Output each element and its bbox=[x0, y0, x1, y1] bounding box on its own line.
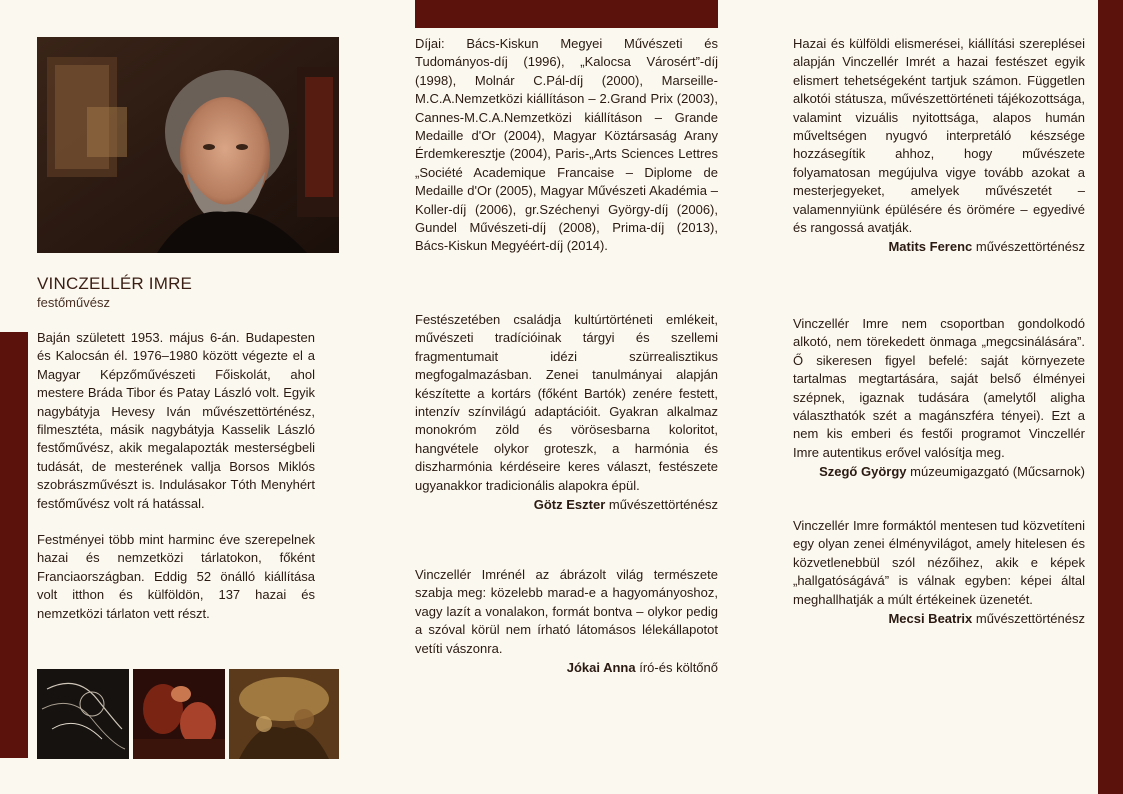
quote-author: Götz Eszter bbox=[533, 497, 606, 513]
quote-block bbox=[793, 315, 1085, 482]
quote-signature bbox=[793, 610, 1085, 628]
quote-text: Hazai és külföldi elismerései, kiállítási szereplései alapján Vinczellér Imrét a hazai festészet egyik elismert tehetségeként tartjuk számon. Független alkotói státusza, művészettörténeti tájékozottsága, valamint vizuális nyitottsága, alapos humán műveltségen nyugvó interpretáló készsége hozzásegítik ahhoz, hogy művészete folyamatosan megújulva vigye tovább azokat a mesterjegyeket, amelyek művészetét – valamennyiünk épülésére és örömére – egyedivé és rangossá avatják. bbox=[793, 36, 1085, 236]
artist-role: festőművész bbox=[37, 295, 110, 310]
bio-paragraph: Festményei több mint harminc éve szerepelnek hazai és nemzetközi tárlatokon, főként Franciaországban. Eddig 52 önálló kiállítása volt itthon és külföldön, 137 hazai és nemzetközi tárlaton vett részt. bbox=[37, 532, 315, 621]
bio-paragraph: Baján született 1953. május 6-án. Budapesten és Kalocsán él. 1976–1980 között végezte el a Magyar Képzőművészeti Főiskolát, ahol mestere Bráda Tibor és Patay László volt. Egyik nagybátyja Hevesy Iván művészettörténész, filmesztéta, másik nagybátyja Kasselik László festőművész, akik megalapozták mesterségbeli tudását, de mesterének vallja Borsos Miklós szobrászművészt is. Indulásakor Tóth Menyhért festőművész volt rá hatással. bbox=[37, 330, 315, 511]
quote-block bbox=[793, 517, 1085, 628]
artwork-thumbnail bbox=[133, 669, 225, 759]
quote-block bbox=[793, 35, 1085, 257]
artist-name: VINCZELLÉR IMRE bbox=[37, 274, 193, 293]
quote-text: Vinczellér Imrénél az ábrázolt világ természete szabja meg: közelebb marad-e a hagyományoshoz, vagy lazít a vonalakon, formát bontva – olykor pedig a szóval körül nem írható látomásos lélekállapotot vetíti vászonra. bbox=[415, 567, 718, 656]
quote-author-title: művészettörténész bbox=[975, 239, 1085, 255]
quote-signature bbox=[415, 659, 718, 677]
quote-author: Jókai Anna bbox=[566, 660, 636, 676]
quote-signature bbox=[793, 238, 1085, 256]
quote-text: Vinczellér Imre formáktól mentesen tud közvetíteni egy olyan zenei élményvilágot, amely hitelesen és közvetlenebbül szól nézőihez, akik e képek „hallgatóságává” is válnak egyben: képei által meghallhatják a múlt értékeinek üzenetét. bbox=[793, 518, 1085, 607]
quote-block bbox=[415, 311, 718, 514]
quote-author-title: író-és költőnő bbox=[639, 660, 718, 676]
quote-author-title: művészettörténész bbox=[975, 611, 1085, 627]
bio-section bbox=[37, 329, 315, 623]
artist-portrait bbox=[37, 37, 339, 253]
artwork-thumbnail bbox=[229, 669, 339, 759]
quote-text: Festészetében családja kultúrtörténeti emlékeit, művészeti tradícióinak tárgyi és szellemi fragmentumait idézi szürrealisztikus megfogalmazásban. Zenei tanulmányai alapján készítette a kortárs (főként Bartók) zenére festett, intenzív színvilágú adaptációit. Gyakran alkalmaz monokróm zöld és vörösesbarna koloritot, hangvétele olykor groteszk, a harmónia és diszharmónia kérdéseire keres választ, festészete ugyanakkor tradicionális alapokra épül. bbox=[415, 312, 718, 493]
top-accent-bar bbox=[415, 0, 718, 28]
quote-text: Vinczellér Imre nem csoportban gondolkodó alkotó, nem törekedett önmaga „megcsinálására”. Ő sikeresen figyel befelé: saját környezete tartalmas megtartására, saját belső élményei szépnek, igaznak tudására (amelytől aligha választhatók szét a magánszféra tényei). Ezt a nem kis emberi és festői programot Vinczellér Imre autentikus erővel valósítja meg. bbox=[793, 316, 1085, 460]
awards-section bbox=[415, 35, 718, 256]
quote-block bbox=[415, 566, 718, 677]
quote-author-title: múzeumigazgató (Műcsarnok) bbox=[910, 464, 1085, 480]
quote-signature bbox=[415, 496, 718, 514]
quote-signature bbox=[793, 463, 1085, 481]
quote-author: Matits Ferenc bbox=[888, 239, 973, 255]
artwork-thumbnail bbox=[37, 669, 129, 759]
quote-author: Mecsi Beatrix bbox=[888, 611, 973, 627]
quote-author: Szegő György bbox=[819, 464, 907, 480]
awards-text: Díjai: Bács-Kiskun Megyei Művészeti és Tudományos-díj (1996), „Kalocsa Városért”-díj (1998), Molnár C.Pál-díj (2000), Marseille-M.C.A.Nemzetközi kiállításon – 2.Grand Prix (2003), Cannes-M.C.A.Nemzetközi kiállításon – Grande Medaille d'Or (2004), Magyar Köztársaság Arany Érdemkeresztje (2004), Paris-„Arts Sciences Lettres „Société Academique Francaise – Diplome de Medaille d'Or (2005), Magyar Művészeti Akadémia – Koller-díj (2006), gr.Széchenyi György-díj (2006), Gundel Művészeti-díj (2008), Prima-díj (2013), Bács-Kiskun Megyéért-díj (2014). bbox=[415, 36, 718, 254]
right-accent-bar bbox=[1098, 0, 1123, 794]
left-accent-bar bbox=[0, 332, 28, 758]
quote-author-title: művészettörténész bbox=[608, 497, 718, 513]
